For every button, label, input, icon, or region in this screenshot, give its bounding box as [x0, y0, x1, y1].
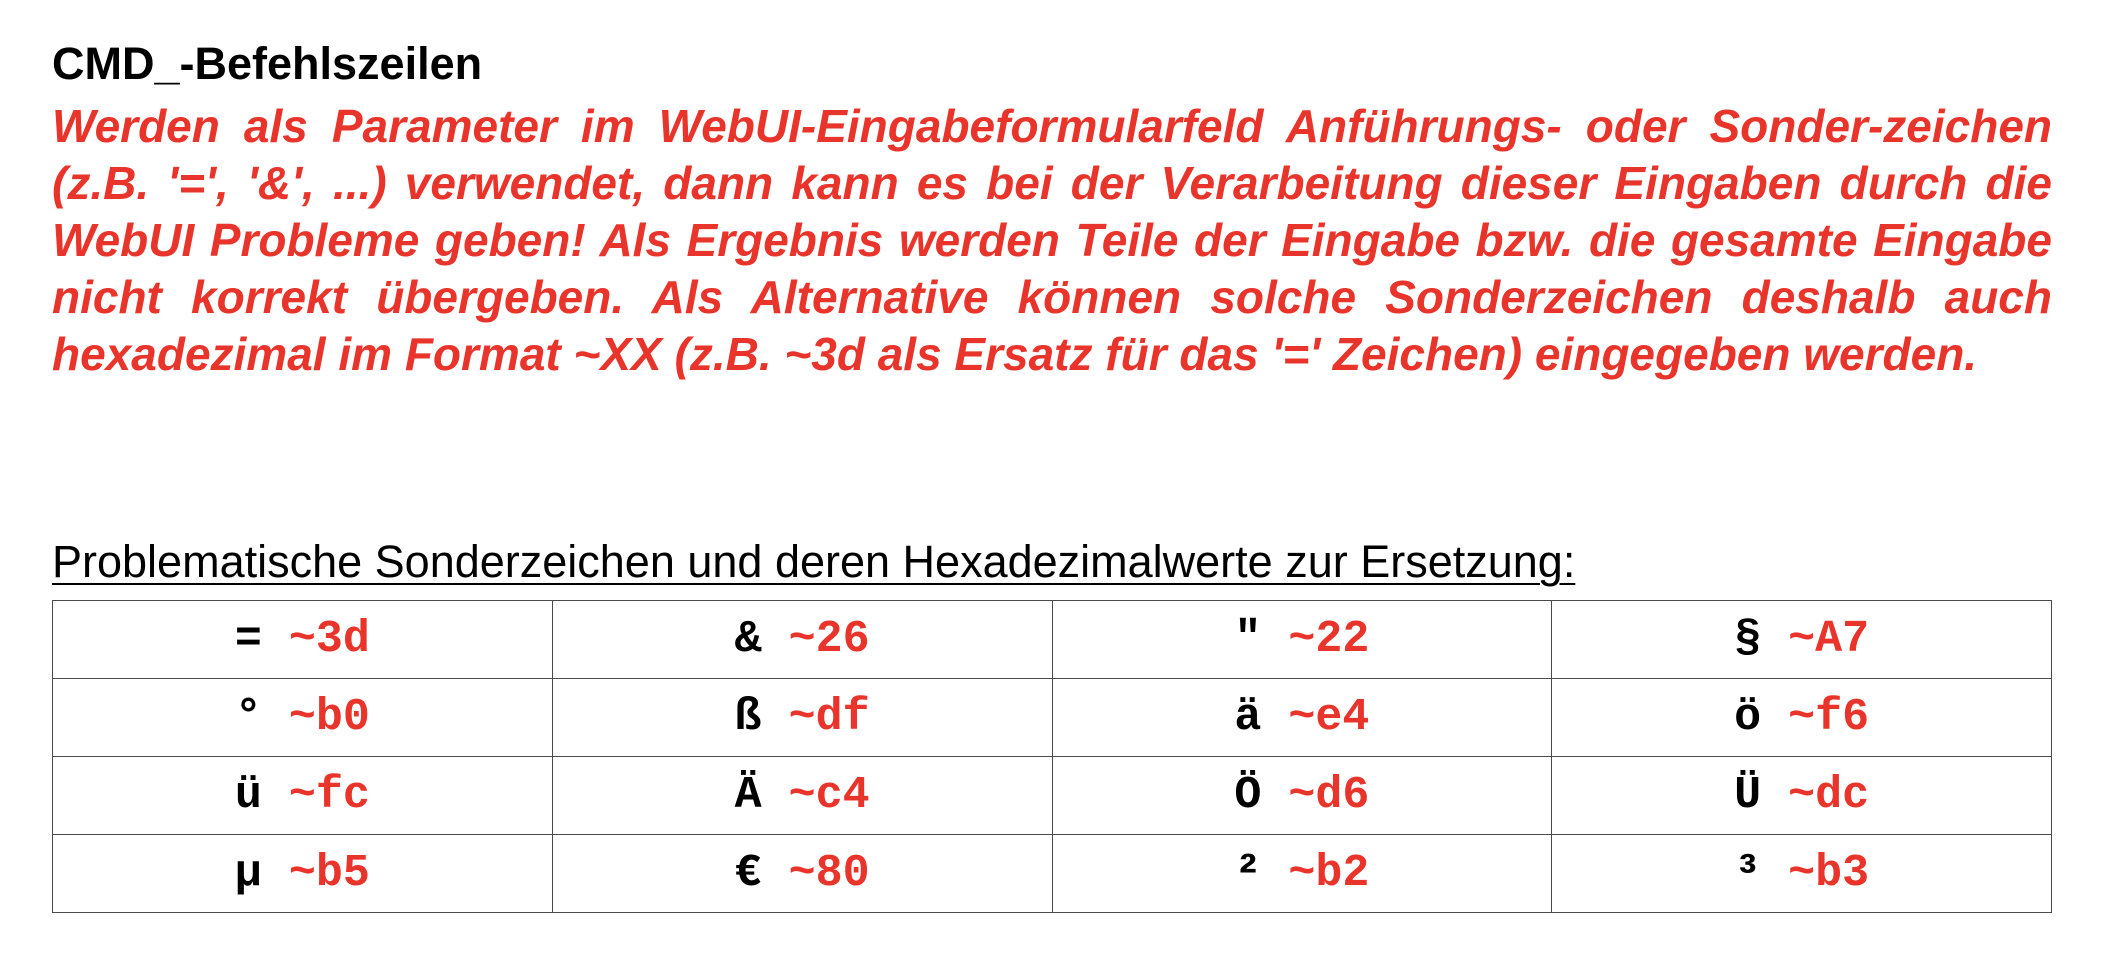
- special-char: =: [234, 614, 262, 665]
- document-page: [52, 36, 2052, 899]
- special-char: §: [1734, 614, 1762, 665]
- hex-code: ~b0: [288, 692, 370, 743]
- warning-paragraph: Werden als Parameter im WebUI-Eingabeformularfeld Anführungs- oder Sonder-zeichen (z.B. '=', '&', ...) verwendet, dann kann es bei der Verarbeitung dieser Eingaben durch die WebUI Probleme geben! Als Ergebnis werden Teile der Eingabe bzw. die gesamte Eingabe nicht korrekt übergeben. Als Alternative können solche Sonderzeichen deshalb auch hexadezimal im Format ~XX (z.B. ~3d als Ersatz für das '=' Zeichen) eingegeben werden.: [52, 100, 2052, 380]
- hex-code: ~fc: [288, 770, 370, 821]
- page-title: [52, 36, 2052, 92]
- table-cell: [1552, 835, 2052, 913]
- table-cell: [53, 835, 553, 913]
- hex-code: ~df: [788, 692, 870, 743]
- table-row: [53, 835, 2052, 913]
- hex-code: ~26: [788, 614, 870, 665]
- table-row: [53, 679, 2052, 757]
- special-char: ³: [1734, 848, 1762, 899]
- hex-code: ~f6: [1788, 692, 1870, 743]
- special-char: Ü: [1734, 770, 1762, 821]
- table-cell: [552, 601, 1052, 679]
- table-cell: [53, 601, 553, 679]
- special-char: ß: [734, 692, 762, 743]
- special-char: Ö: [1234, 770, 1262, 821]
- hex-code: ~3d: [288, 614, 370, 665]
- special-char: ö: [1734, 692, 1762, 743]
- special-char: ²: [1234, 848, 1262, 899]
- table-cell: [1552, 601, 2052, 679]
- hex-code: ~b2: [1288, 848, 1370, 899]
- hex-code: ~A7: [1788, 614, 1870, 665]
- table-cell: [1052, 601, 1552, 679]
- table-row: [53, 757, 2052, 835]
- special-char: °: [234, 692, 262, 743]
- table-cell: [1552, 679, 2052, 757]
- hex-code: ~c4: [788, 770, 870, 821]
- table-cell: [552, 757, 1052, 835]
- page-title-suffix: -Befehlszeilen: [179, 38, 483, 89]
- hex-replacement-table: [52, 600, 2052, 913]
- hex-code: ~b3: [1788, 848, 1870, 899]
- special-char: ": [1234, 614, 1262, 665]
- hex-code: ~d6: [1288, 770, 1370, 821]
- table-cell: [1052, 835, 1552, 913]
- table-cell: [53, 757, 553, 835]
- table-heading: Problematische Sonderzeichen und deren Hexadezimalwerte zur Ersetzung:: [52, 536, 1576, 587]
- special-char: &: [734, 614, 762, 665]
- hex-code: ~22: [1288, 614, 1370, 665]
- special-char: Ä: [734, 770, 762, 821]
- special-char: €: [734, 848, 762, 899]
- page-title-prefix: CMD_: [52, 38, 180, 89]
- hex-code: ~dc: [1788, 770, 1870, 821]
- hex-code: ~b5: [288, 848, 370, 899]
- table-cell: [552, 679, 1052, 757]
- special-char: ü: [234, 770, 262, 821]
- special-char: ä: [1234, 692, 1262, 743]
- table-cell: [1052, 679, 1552, 757]
- table-cell: [552, 835, 1052, 913]
- table-cell: [1552, 757, 2052, 835]
- hex-code: ~e4: [1288, 692, 1370, 743]
- special-char: µ: [234, 848, 262, 899]
- table-cell: [1052, 757, 1552, 835]
- hex-code: ~80: [788, 848, 870, 899]
- table-row: [53, 601, 2052, 679]
- table-cell: [53, 679, 553, 757]
